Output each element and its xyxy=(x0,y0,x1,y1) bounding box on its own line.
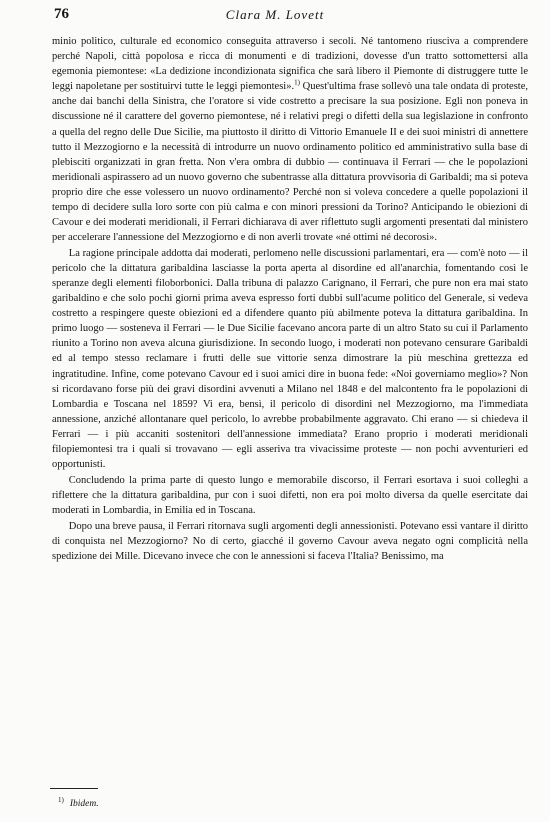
page-number: 76 xyxy=(54,6,69,22)
footnote xyxy=(58,796,99,809)
paragraph-4: Dopo una breve pausa, il Ferrari ritornava sugli argomenti degli annessionisti. Potevano essi vantare il diritto di conquista nel Mezzogiorno? No di certo, giacché il governo Cavour aveva negato ogni complicità nella spedizione dei Mille. Dicevano invece che con le annessioni si faceva l'Italia? Benissimo, ma xyxy=(52,520,528,562)
footnote-reference: 1) xyxy=(294,78,300,87)
paragraph-1 xyxy=(52,34,528,245)
paragraph-2: La ragione principale addotta dai moderati, perlomeno nelle discussioni parlamentari, era — com'è noto — il pericolo che la dittatura garibaldina lasciasse la porta aperta al disordine ed all'anarchia, fomentando così le speranze degli elementi filoborbonici. Dalla tribuna di palazzo Carignano, il Ferrari, che pure non era mai stato garibaldino e che solo pochi giorni prima aveva espresso forti dubbi sull'acume politico del Generale, si vedeva costretto a respingere queste obiezioni ed a difendere quanto più abilmente poteva la dittatura garibaldina. In primo luogo — sosteneva il Ferrari — le Due Sicilie facevano ancora parte di un altro Stato su cui il Parlamento riunito a Torino non aveva alcuna giurisdizione. In secondo luogo, i moderati non potevano censurare Garibaldi ed al tempo stesso reclamare i frutti delle sue vittorie senza dimostrare la più meschina grettezza ed ingratitudine. Infine, come potevano Cavour ed i suoi amici dire in buona fede: «Noi governiamo meglio»? Non si ricordavano forse più dei gravi disordini avvenuti a Milano nel 1848 e del malcontento fra le popolazioni di Lombardia e Toscana nel 1859? Vi era, bensì, il pericolo di disordini nel Mezzogiorno, ma l'immediata annessione, anziché allontanare quel pericolo, lo avrebbe probabilmente aggravato. Chi erano — si chiedeva il Ferrari — i più accaniti sostenitori dell'annessione immediata? Erano proprio i moderati meridionali filopiemontesi tra i quali si trovavano — egli asseriva tra vivacissime proteste — non pochi avventurieri ed opportunisti. xyxy=(52,247,528,471)
running-head: Clara M. Lovett xyxy=(225,7,325,22)
footnote-text: Ibidem. xyxy=(69,799,99,810)
footnote-marker: 1) xyxy=(58,796,64,804)
paragraph-1-text-a: minio politico, culturale ed economico conseguita attraverso i secoli. Né tantomeno riusciva a comprendere perché Napoli, città popolosa e ricca di monumenti e di tradizioni, dovesse d'un tratto sottomettersi alla egemonia piemontese: «La dedizione incondizionata significa che sarà libero il Piemonte di distruggere tutte le leggi napoletane per sostituirvi tutte le leggi piemontesi». xyxy=(52,36,528,93)
paragraph-3: Concludendo la prima parte di questo lungo e memorabile discorso, il Ferrari esortava i suoi colleghi a riflettere che la dittatura garibaldina, pur con i suoi difetti, non era poi molto diversa da quelle esercitate dai moderati in Lombardia, in Emilia ed in Toscana. xyxy=(52,474,528,516)
page-header xyxy=(40,6,510,26)
body-text xyxy=(52,34,528,564)
footnote-divider xyxy=(50,788,98,789)
paragraph-1-text-b: Quest'ultima frase sollevò una tale ondata di proteste, anche dai banchi della Sinistra, che l'oratore si vide costretto a precisare la sua posizione. Egli non poneva in discussione né il carattere del governo piemontese, né i relativi pregi o difetti della sua legislazione in confronto a quella del regno delle Due Sicilie, ma piuttosto il diritto di Vittorio Emanuele II e dei suoi ministri di annettere tutto il Mezzogiorno e la necessità di introdurre un nuovo ordinamento politico ed amministrativo sulla base di plebisciti organizzati in gran fretta. Non v'era ombra di dubbio — continuava il Ferrari — che le popolazioni meridionali aspirassero ad un nuovo governo che subentrasse alla dittatura provvisoria di Garibaldi; ma si poteva proprio dire che esse volessero un nuovo ordinamento? Perché non si voleva concedere a quelle popolazioni il tempo di decidere sulla loro sorte con più calma e con minori pressioni da Torino? Anticipando le obiezioni di Cavour e dei moderati meridionali, il Ferrari dichiarava di aver riflettuto sugli argomenti presentati dal ministero per accelerare l'annessione del Mezzogiorno e di non averli trovate «né ottimi né decorosi». xyxy=(52,81,528,244)
